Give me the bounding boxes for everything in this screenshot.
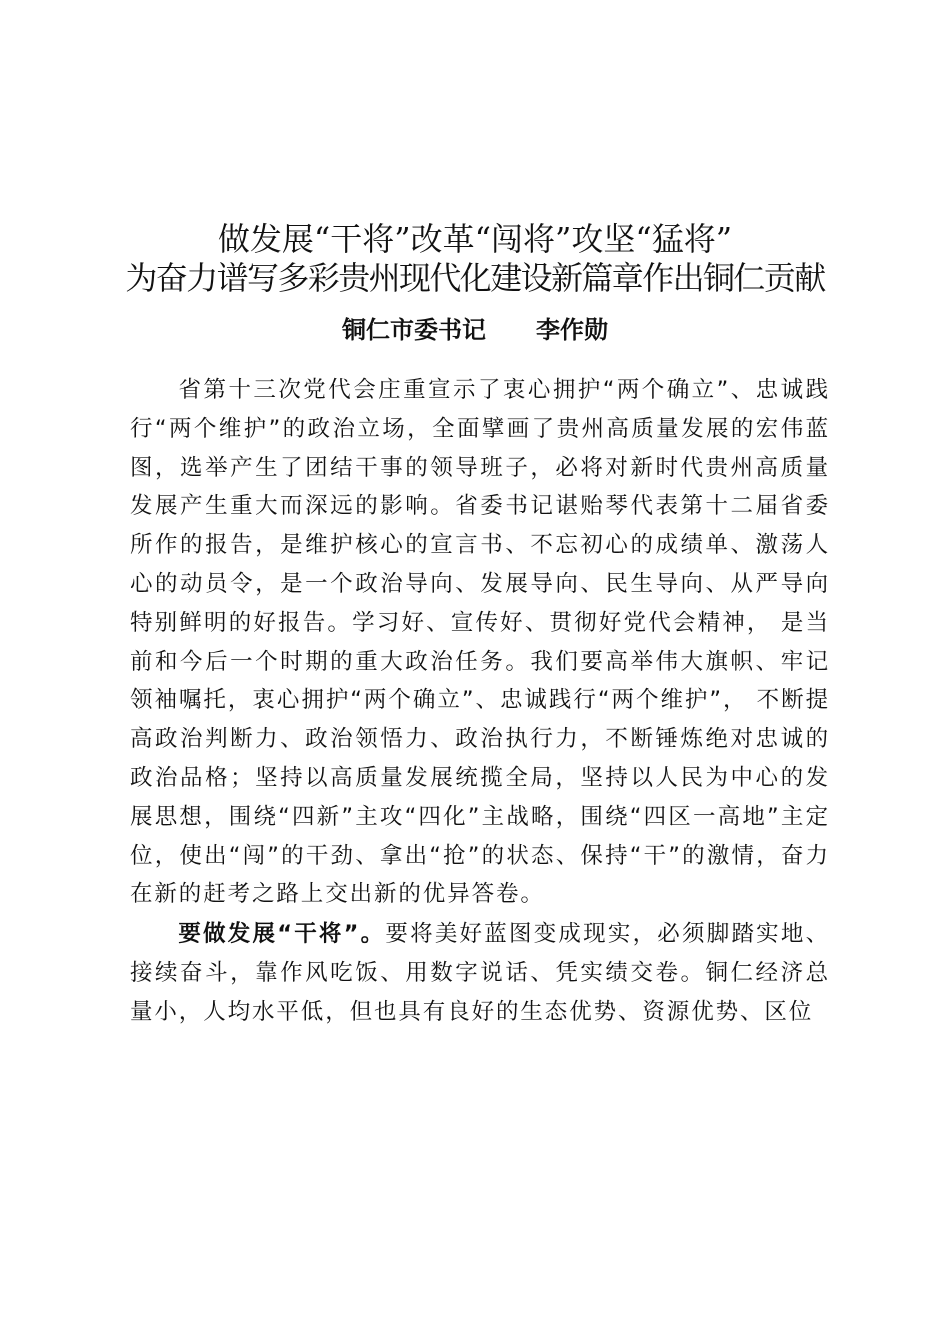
author-name: 李作勋 [536,316,608,344]
paragraph-2-lead: 要做发展“干将”。 [178,921,386,947]
title-line-2: 为奋力谱写多彩贵州现代化建设新篇章作出铜仁贡献 [125,259,825,297]
paragraph-2-text: 要将美好蓝图变成现实，必须脚踏实地、接续奋斗，靠作风吃饭、用数字说话、凭实绩交卷。铜仁经济总量小，人均水平低，但也具有良好的生态优势、资源优势、区位 [130,921,830,1025]
paragraph-1 [130,371,830,914]
author-role: 铜仁市委书记 [342,316,486,344]
paragraph-1-text: 省第十三次党代会庄重宣示了衷心拥护“两个确立”、忠诚践行“两个维护”的政治立场，全面擘画了贵州高质量发展的宏伟蓝图，选举产生了团结干事的领导班子，必将对新时代贵州高质量发展产生重大而深远的影响。省委书记谌贻琴代表第十二届省委所作的报告，是维护核心的宣言书、不忘初心的成绩单、激荡人心的动员令，是一个政治导向、发展导向、民生导向、从严导向特别鲜明的好报告。学习好、宣传好、贯彻好党代会精神， 是当前和今后一个时期的重大政治任务。我们要高举伟大旗帜、牢记领袖嘱托，衷心拥护“两个确立”、忠诚践行“两个维护”， 不断提高政治判断力、政治领悟力、政治执行力，不断锤炼绝对忠诚的政治品格；坚持以高质量发展统揽全局，坚持以人民为中心的发展思想，围绕“四新”主攻“四化”主战略，围绕“四区一高地”主定位，使出“闯”的干劲、拿出“抢”的状态、保持“干”的激情，奋力在新的赶考之路上交出新的优异答卷。 [130,377,830,908]
title-line-1: 做发展“干将”改革“闯将”攻坚“猛将” [217,220,733,258]
byline [100,313,850,347]
paragraph-2 [130,915,830,1031]
